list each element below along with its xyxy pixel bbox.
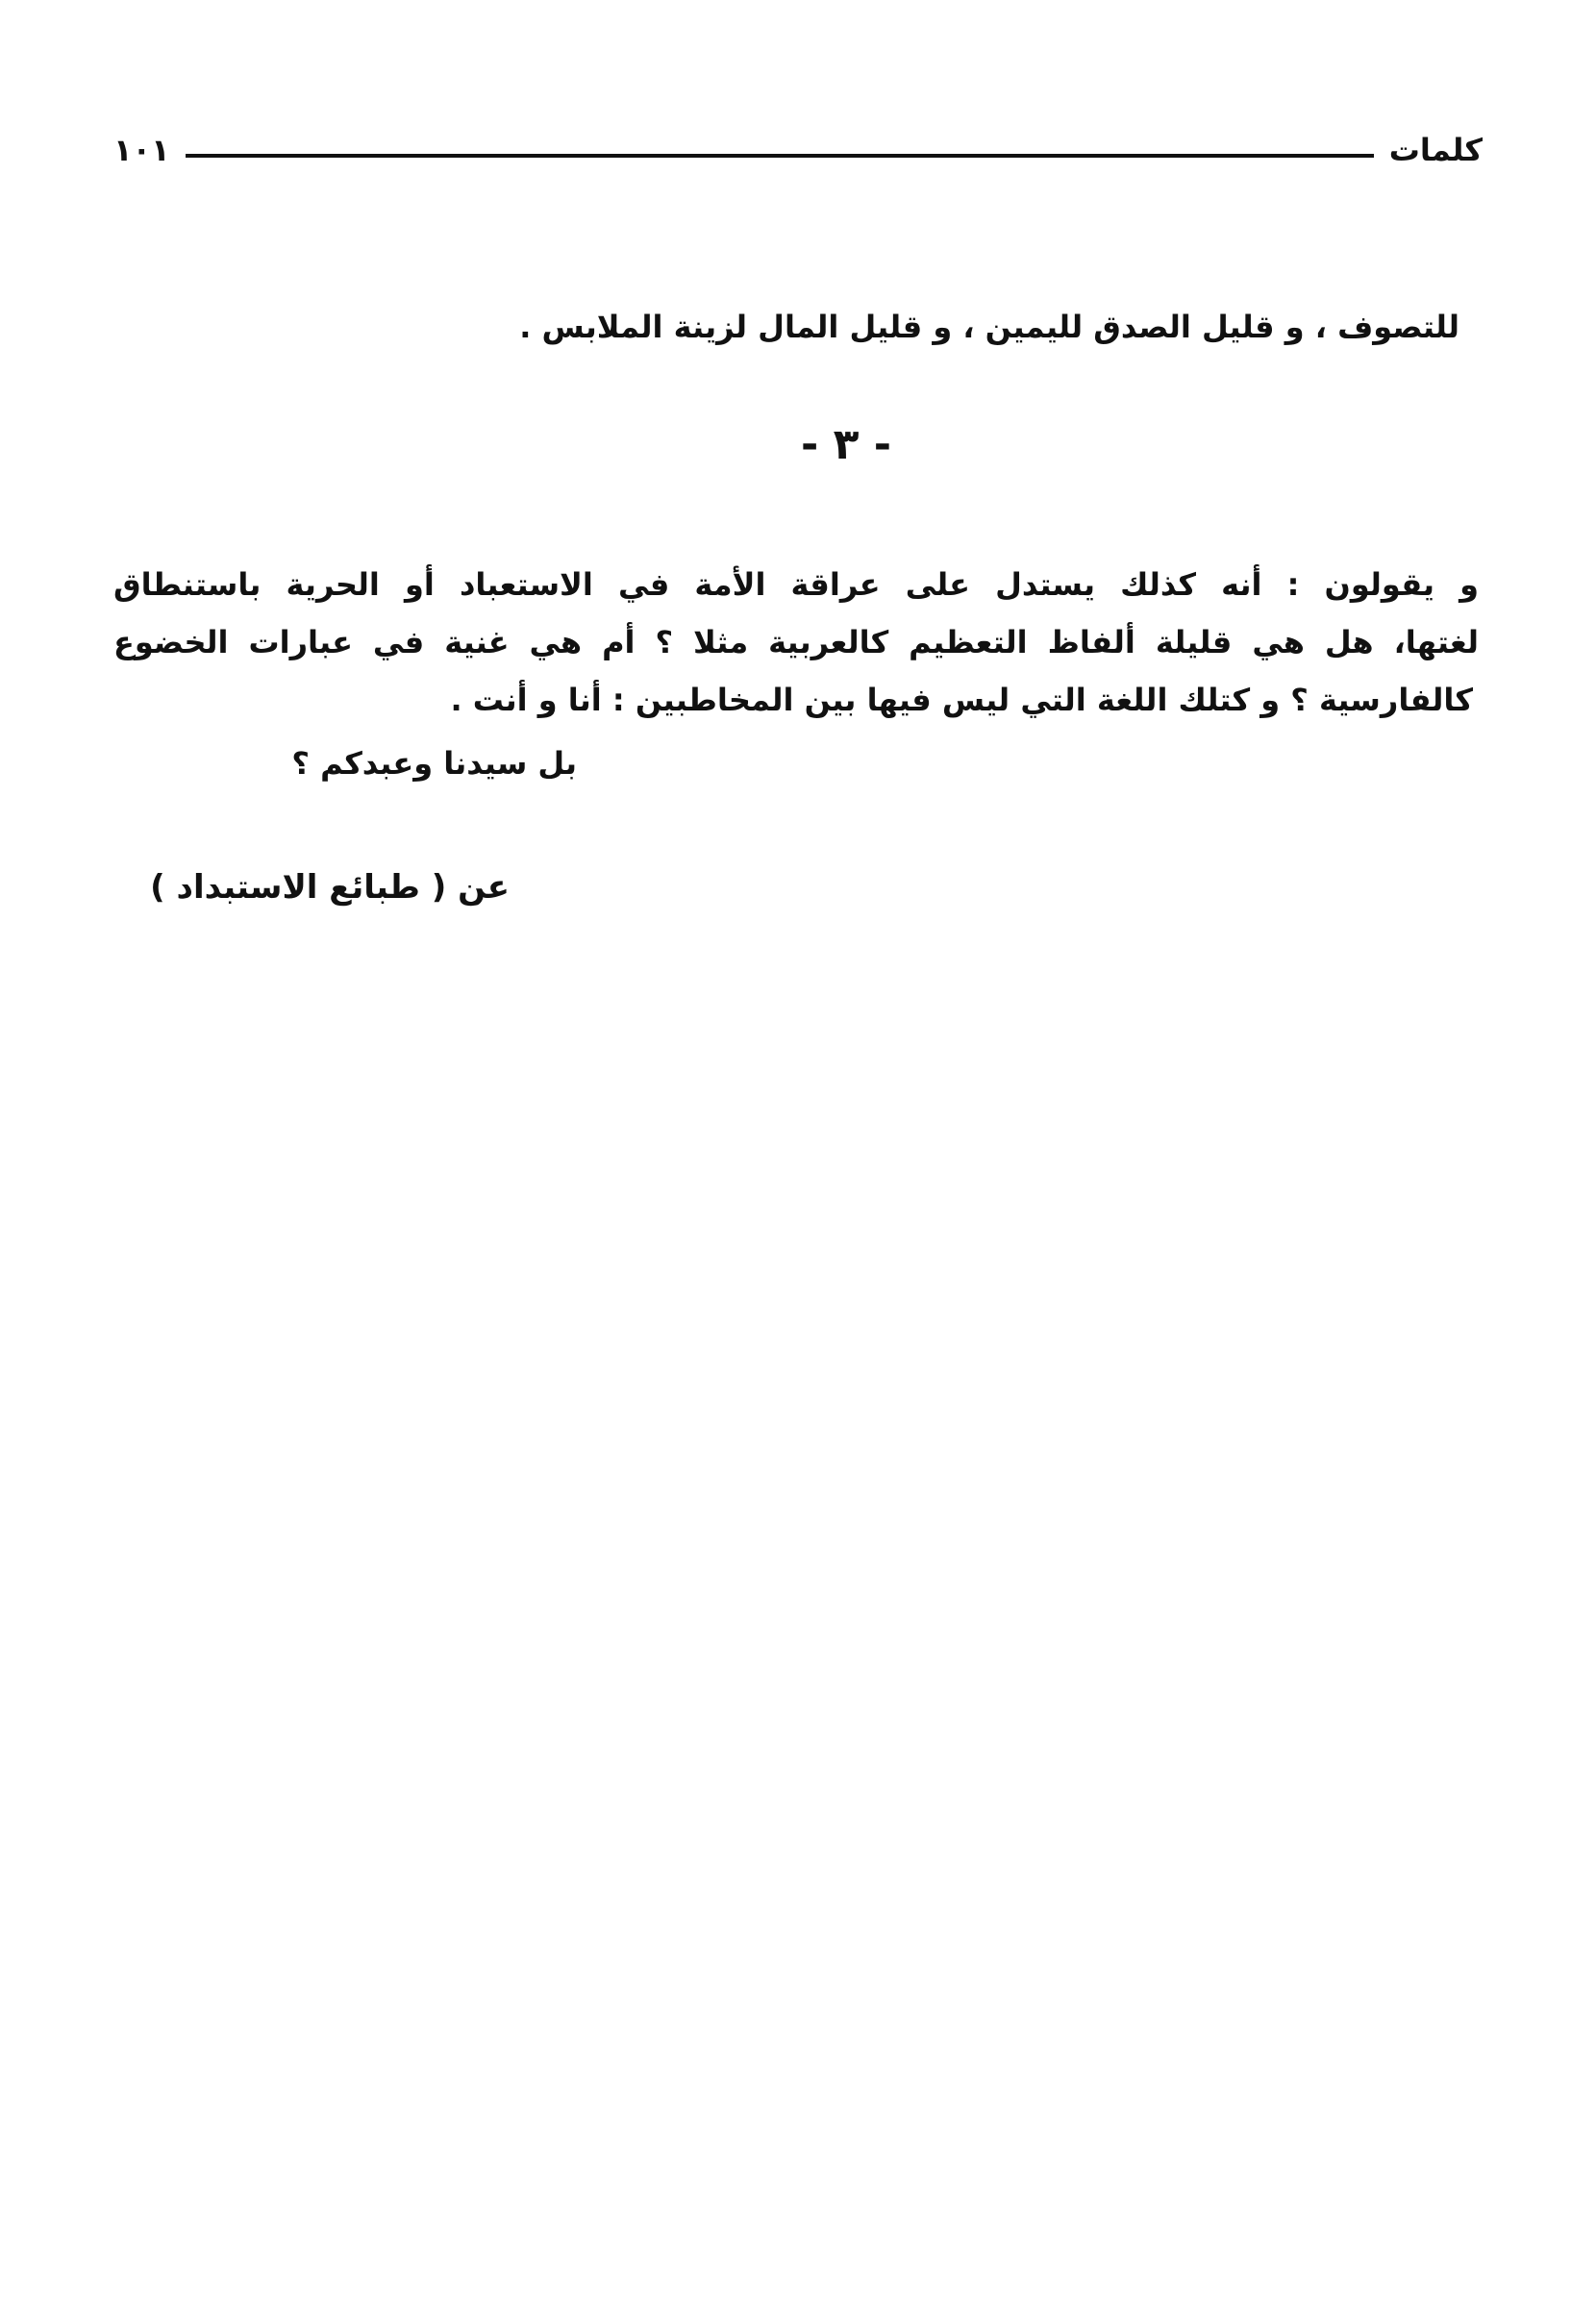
header-title: كلمات xyxy=(1388,132,1483,168)
paragraph-line: و يقولون : أنه كذلك يستدل على عراقة الأمة في الاستعباد أو الحرية باستنطاق xyxy=(113,566,1479,603)
header-rule xyxy=(186,154,1374,158)
running-header xyxy=(113,123,1483,177)
page-number: ١٠١ xyxy=(113,132,170,168)
paragraph-line: كالفارسية ؟ و كتلك اللغة التي ليس فيها بين المخاطبين : أنا و أنت . xyxy=(450,682,1473,718)
paragraph-line: بل سيدنا وعبدكم ؟ xyxy=(291,745,577,782)
paragraph-line: لغتها، هل هي قليلة ألفاظ التعظيم كالعربية مثلا ؟ أم هي غنية في عبارات الخضوع xyxy=(113,624,1479,660)
source-citation: عن ( طبائع الاستبداد ) xyxy=(150,868,510,907)
section-number: - ٣ - xyxy=(800,420,892,469)
continuation-line: للتصوف ، و قليل الصدق لليمين ، و قليل المال لزينة الملابس . xyxy=(519,309,1459,345)
